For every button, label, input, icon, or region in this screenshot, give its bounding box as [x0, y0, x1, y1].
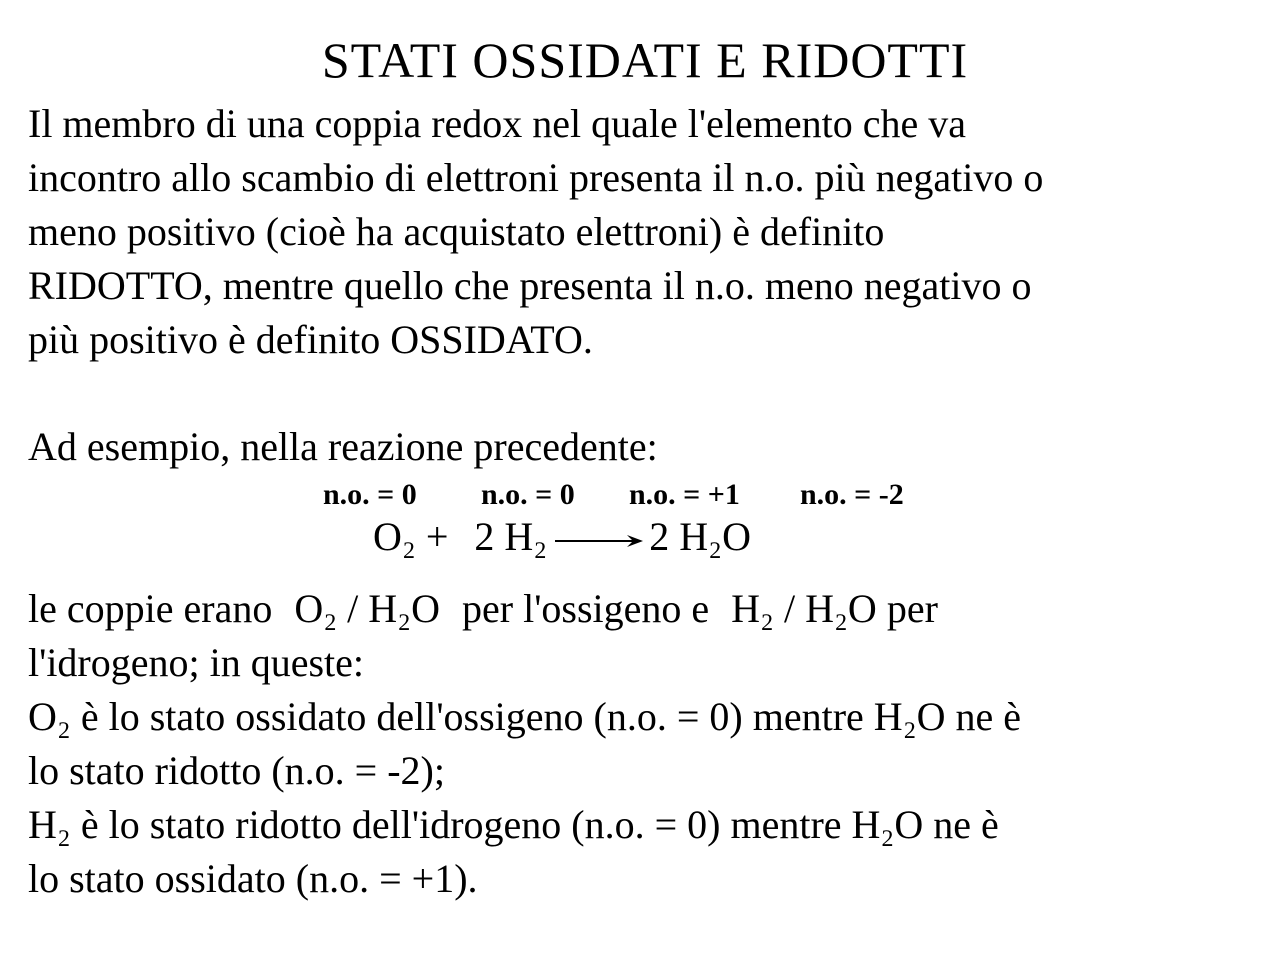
oxidation-number-o-in-water: n.o. = -2 [800, 478, 904, 511]
bottom-line: H₂ è lo stato ridotto dell'idrogeno (n.o. = 0) mentre H₂O ne è [28, 802, 999, 847]
couple-oxygen-label: per l'ossigeno e [462, 586, 710, 631]
reaction-equation [373, 510, 751, 564]
couple-hydrogen: H₂ / H₂O per [731, 586, 938, 631]
oxidation-number-o2: n.o. = 0 [323, 478, 417, 511]
couple-oxygen: O₂ / H₂O [294, 586, 440, 631]
definition-paragraph [28, 97, 1268, 367]
page-title: STATI OSSIDATI E RIDOTTI [321, 32, 969, 88]
equation-term-hydrogen: 2 H₂ [474, 514, 548, 559]
paragraph-line: Il membro di una coppia redox nel quale l'elemento che va [28, 101, 966, 146]
couples-line [28, 582, 1268, 636]
couples-section [28, 582, 1268, 906]
bottom-line: lo stato ossidato (n.o. = +1). [28, 856, 478, 901]
paragraph-line: meno positivo (cioè ha acquistato elettroni) è definito [28, 209, 885, 254]
paragraph-line: RIDOTTO, mentre quello che presenta il n.o. meno negativo o [28, 263, 1032, 308]
paragraph-line: incontro allo scambio di elettroni presenta il n.o. più negativo o [28, 155, 1044, 200]
bottom-line: l'idrogeno; in queste: [28, 640, 365, 685]
oxidation-number-h-in-water: n.o. = +1 [629, 478, 740, 511]
equation-term-oxygen: O₂ + [373, 514, 449, 559]
paragraph-line: più positivo è definito OSSIDATO. [28, 317, 593, 362]
couples-intro: le coppie erano [28, 586, 273, 631]
bottom-line: lo stato ridotto (n.o. = -2); [28, 748, 445, 793]
bottom-line: O₂ è lo stato ossidato dell'ossigeno (n.o. = 0) mentre H₂O ne è [28, 694, 1022, 739]
example-intro: Ad esempio, nella reazione precedente: [28, 424, 658, 469]
equation-term-water: 2 H₂O [649, 514, 751, 559]
reaction-arrow-icon [553, 531, 645, 551]
oxidation-number-h2: n.o. = 0 [481, 478, 575, 511]
